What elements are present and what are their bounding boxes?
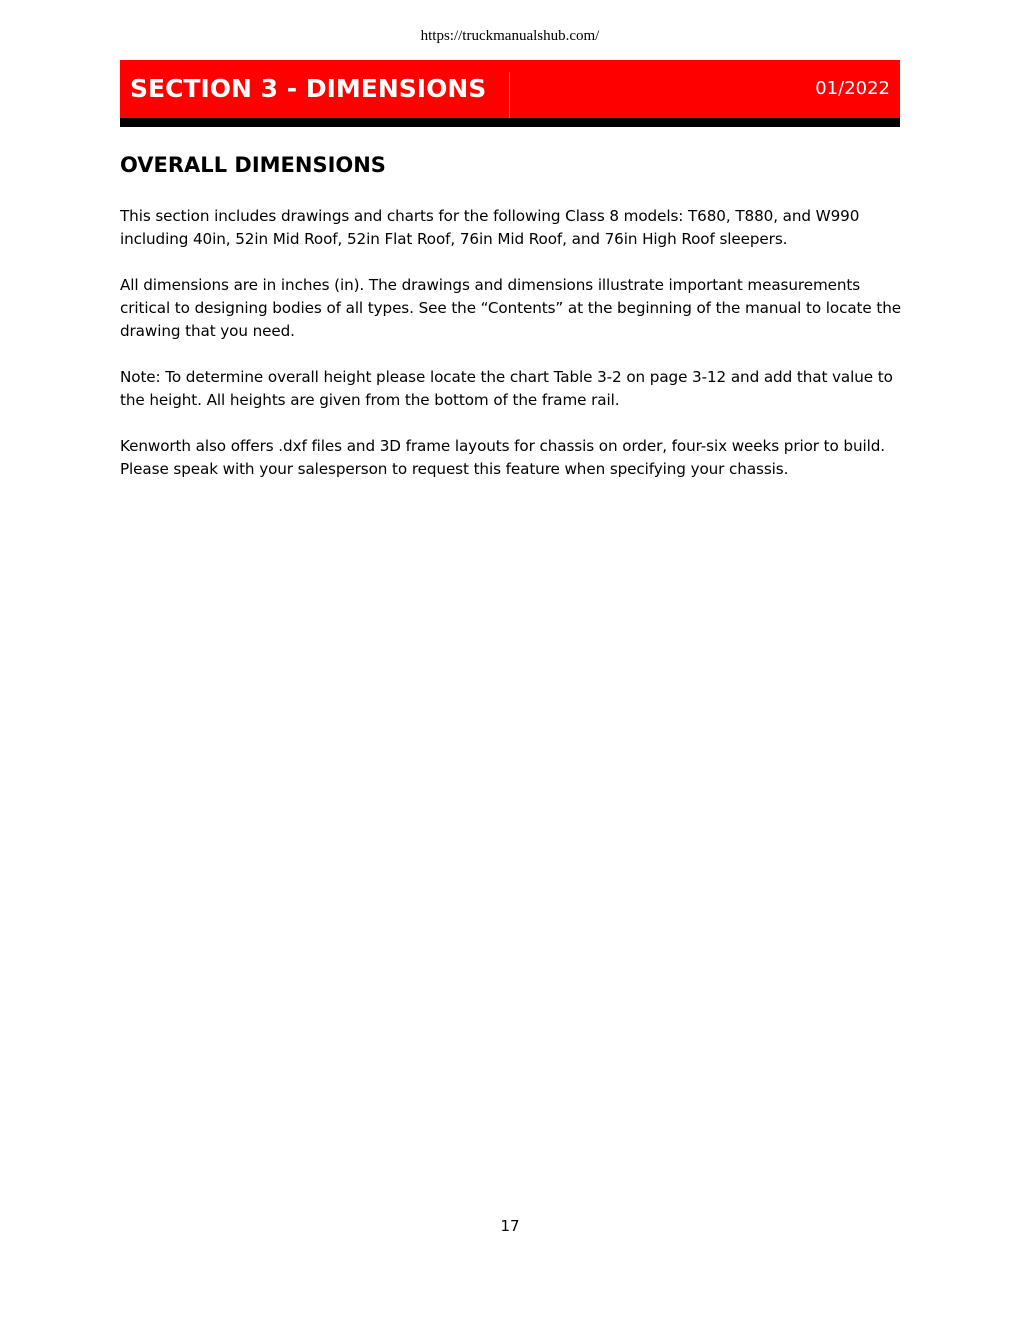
banner-divider (509, 72, 510, 118)
section-banner (120, 60, 900, 118)
paragraph-note: Note: To determine overall height please locate the chart Table 3-2 on page 3-12 and add that value to the height. All heights are given from the bottom of the frame rail. (120, 368, 893, 409)
source-url[interactable]: https://truckmanualshub.com/ (420, 28, 600, 44)
revision-date: 01/2022 (815, 78, 890, 99)
paragraph-models: This section includes drawings and charts for the following Class 8 models: T680, T880, and W990 including 40in, 52in Mid Roof, 52in Flat Roof, 76in Mid Roof, and 76in High Roof sleepers. (120, 207, 860, 248)
section-title: SECTION 3 - DIMENSIONS (130, 74, 487, 103)
page-heading: OVERALL DIMENSIONS (120, 153, 386, 177)
paragraph-units: All dimensions are in inches (in). The drawings and dimensions illustrate important measurements critical to designing bodies of all types. See the “Contents” at the beginning of the manual to locate the drawing that you need. (120, 276, 901, 340)
body-text (120, 205, 902, 504)
paragraph-dxf-files: Kenworth also offers .dxf files and 3D frame layouts for chassis on order, four-six weeks prior to build. Please speak with your salesperson to request this feature when specifying your chassis. (120, 437, 885, 478)
banner-underline (120, 118, 900, 127)
page-number: 17 (500, 1217, 520, 1235)
